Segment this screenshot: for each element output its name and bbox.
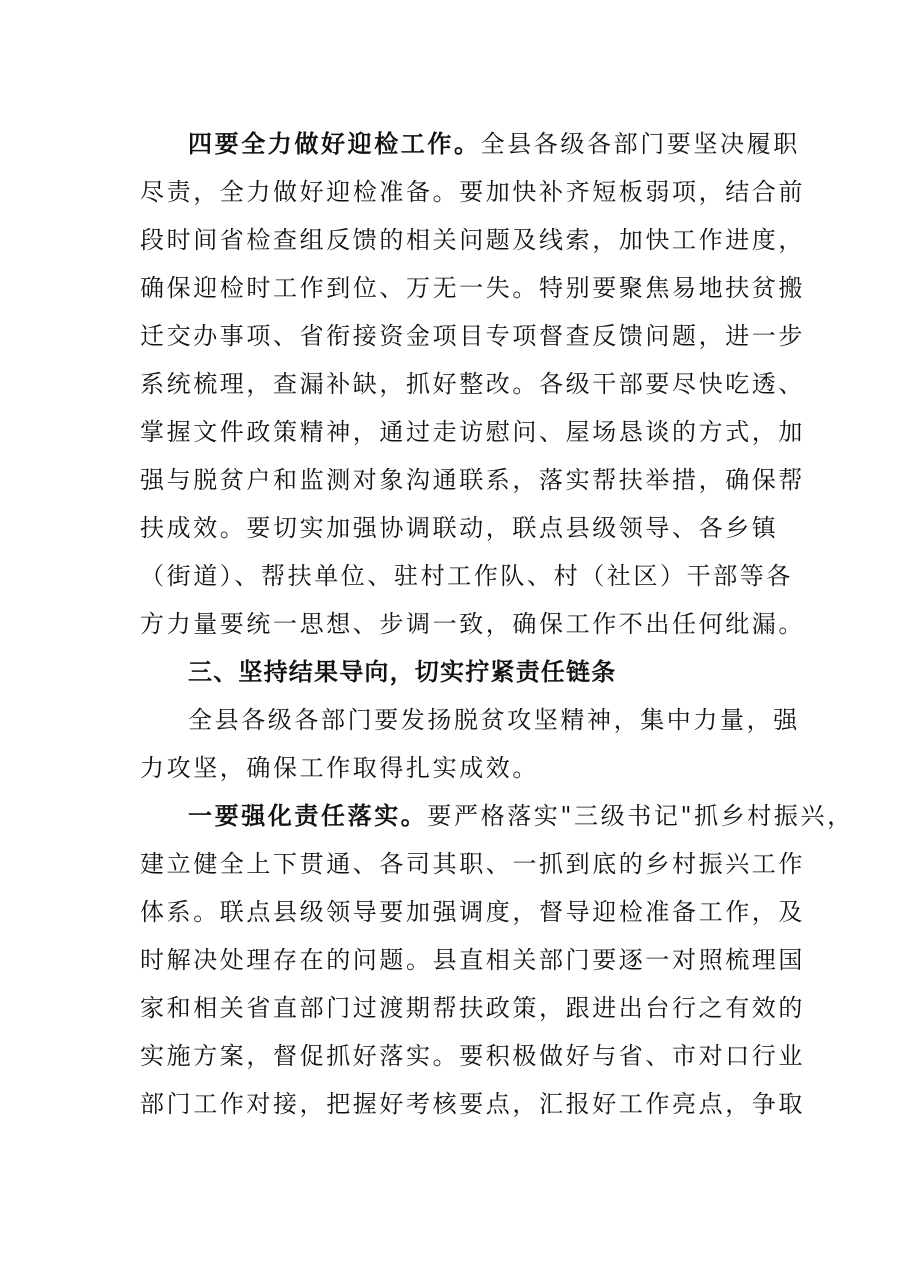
paragraph-1-lead: 四要全力做好迎检工作。 [188, 130, 481, 158]
paragraph-1-line: （街道）、帮扶单位、驻村工作队、村（社区）干部等各 [140, 562, 793, 590]
paragraph-1-line: 尽责，全力做好迎检准备。要加快补齐短板弱项，结合前 [140, 178, 805, 206]
paragraph-2-line-1: 全县各级各部门要发扬脱贫攻坚精神，集中力量，强 [188, 706, 800, 734]
paragraph-3-line: 体系。联点县级领导要加强调度，督导迎检准备工作，及 [140, 898, 805, 926]
paragraph-3-line: 部门工作对接，把握好考核要点，汇报好工作亮点，争取 [140, 1090, 805, 1118]
paragraph-1-line: 段时间省检查组反馈的相关问题及线索，加快工作进度， [140, 226, 805, 254]
paragraph-1-line: 确保迎检时工作到位、万无一失。特别要聚焦易地扶贫搬 [140, 274, 805, 302]
paragraph-3-lead: 一要强化责任落实。 [188, 802, 428, 830]
paragraph-1-line-1-rest: 全县各级各部门要坚决履职 [480, 130, 800, 158]
paragraph-3-line: 家和相关省直部门过渡期帮扶政策，跟进出台行之有效的 [140, 994, 805, 1022]
paragraph-3-line: 时解决处理存在的问题。县直相关部门要逐一对照梳理国 [140, 946, 805, 974]
paragraph-3-line-1-rest: 要严格落实"三级书记"抓乡村振兴， [427, 802, 854, 830]
paragraph-1-line: 方力量要统一思想、步调一致，确保工作不出任何纰漏。 [140, 610, 805, 638]
paragraph-2-line-2: 力攻坚，确保工作取得扎实成效。 [140, 754, 539, 782]
paragraph-1-line: 迁交办事项、省衔接资金项目专项督查反馈问题，进一步 [140, 322, 805, 350]
paragraph-3-line: 建立健全上下贯通、各司其职、一抓到底的乡村振兴工作 [140, 850, 805, 878]
paragraph-1-line: 掌握文件政策精神，通过走访慰问、屋场恳谈的方式，加 [140, 418, 805, 446]
paragraph-1-line: 系统梳理，查漏补缺，抓好整改。各级干部要尽快吃透、 [140, 370, 805, 398]
paragraph-1-line: 扶成效。要切实加强协调联动，联点县级领导、各乡镇 [140, 514, 779, 542]
paragraph-1-line-1 [188, 129, 800, 159]
paragraph-3-line: 实施方案，督促抓好落实。要积极做好与省、市对口行业 [140, 1042, 805, 1070]
section-heading: 三、坚持结果导向，切实拧紧责任链条 [188, 658, 617, 686]
paragraph-1-line: 强与脱贫户和监测对象沟通联系，落实帮扶举措，确保帮 [140, 466, 805, 494]
paragraph-3-line-1 [188, 801, 854, 831]
